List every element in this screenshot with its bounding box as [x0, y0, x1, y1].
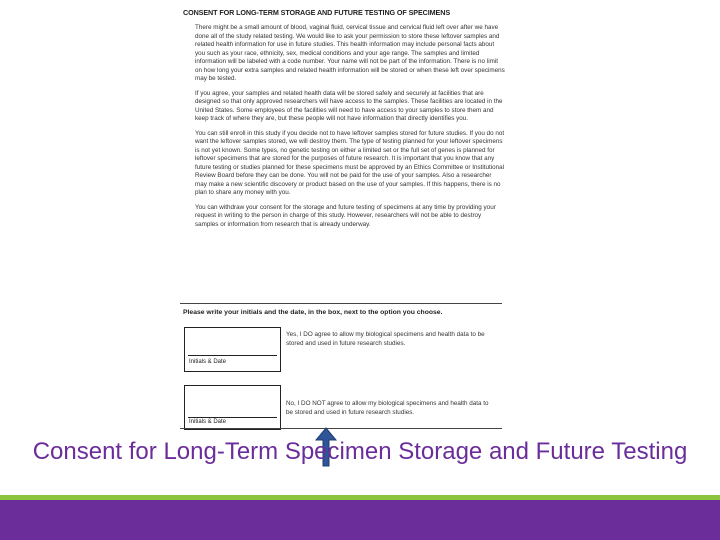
paragraph-storage-facilities: If you agree, your samples and related health data will be stored safely and securely at facilities that are designed so that only approved researchers will have access to the samples. These facilities are located in the United States. Some employees of the facilities will need to have access to your samples to store them and keep track of where they are, but these people will not have information that directly identifies you.	[195, 89, 503, 122]
initials-date-box-yes[interactable]	[184, 327, 281, 372]
instruction-text: Please write your initials and the date, in the box, next to the option you choose.	[183, 309, 443, 316]
initials-date-label: Initials & Date	[189, 419, 227, 425]
divider-top	[180, 303, 502, 304]
slide-caption: Consent for Long-Term Specimen Storage and Future Testing	[32, 438, 688, 465]
initials-date-box-no[interactable]	[184, 385, 281, 430]
option-no-text: No, I DO NOT agree to allow my biological specimens and health data to be stored and used in future research studies.	[286, 400, 489, 416]
signature-line	[188, 355, 277, 356]
paragraph-leftover-samples: There might be a small amount of blood, vaginal fluid, cervical tissue and cervical fluid left over after we have done all of the study related testing. We would like to ask your permission to store these leftover samples and related health information for use in future studies. This health information may include personal facts about you such as your race, ethnicity, sex, medical conditions and your age range. The samples and limited information will be labeled with a code number. Your name will not be part of the information. There is no limit on how long your extra samples and related health information will be stored or when these left over specimens may be tested.	[195, 24, 505, 82]
paragraph-enrollment: You can still enroll in this study if you decide not to have leftover samples stored for future studies. If you do not want the leftover samples stored, we will destroy them. The type of testing planned for your leftover specimens is not yet known. Some types, no genetic testing on either a limited set or the full set of genes is planned for leftover specimens that are stored for the purposes of future research. It is important that you know that any future testing or studies planned for these specimens must be approved by an Ethics Committee or Institutional Review Board before they can be done. You will not be paid for the use of your samples. Also a researcher may make a new scientific discovery or product based on the use of your samples. If this happens, there is no plan to share any money with you.	[195, 129, 505, 196]
divider-bottom	[180, 428, 502, 429]
consent-document	[180, 8, 505, 235]
paragraph-withdraw-consent: You can withdraw your consent for the storage and future testing of specimens at any time by providing your request in writing to the person in charge of this study. However, researchers will not be able to destroy samples or information from research that is already underway.	[195, 203, 496, 228]
document-title: CONSENT FOR LONG-TERM STORAGE AND FUTURE TESTING OF SPECIMENS	[183, 8, 451, 17]
signature-line	[188, 417, 277, 418]
footer-bar	[0, 500, 720, 540]
option-yes-text: Yes, I DO agree to allow my biological specimens and health data to be stored and used in future research studies.	[286, 331, 485, 347]
initials-date-label: Initials & Date	[189, 359, 227, 365]
